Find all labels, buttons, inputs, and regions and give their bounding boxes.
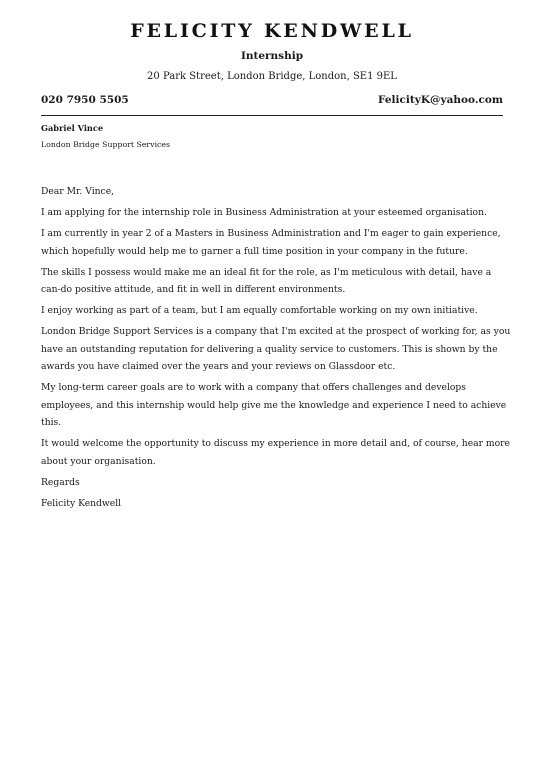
letter-paragraph: The skills I possess would make me an ideal fit for the role, as I'm meticulous with detail, have a can-do positive attitude, and fit in well in different environments. [41, 266, 492, 295]
letter-paragraph: My long-term career goals are to work with a company that offers challenges and develops employees, and this internship would help give me the knowledge and experience I need to achieve this. [41, 382, 507, 428]
letter-body [41, 183, 511, 516]
letter-paragraph: I am applying for the internship role in Business Administration at your esteemed organisation. [41, 207, 487, 218]
applicant-email: FelicityK@yahoo.com [377, 94, 503, 106]
recipient-company: London Bridge Support Services [41, 140, 171, 149]
applicant-phone: 020 7950 5505 [41, 94, 129, 106]
letter-paragraph: London Bridge Support Services is a company that I'm excited at the prospect of working for, as you have an outstanding reputation for delivering a quality service to customers. This is shown by the awards you have claimed over the years and your reviews on Glassdoor etc. [41, 326, 511, 372]
letter-greeting: Dear Mr. Vince, [41, 186, 115, 197]
applicant-address: 20 Park Street, London Bridge, London, SE1 9EL [147, 71, 397, 82]
letter-closing: Regards [41, 476, 80, 488]
letter-paragraph: I enjoy working as part of a team, but I am equally comfortable working on my own initiative. [41, 305, 478, 316]
letter-paragraph: It would welcome the opportunity to discuss my experience in more detail and, of course, hear more about your organisation. [41, 438, 510, 467]
applicant-name: FELICITY KENDWELL [130, 20, 414, 42]
letter-paragraph: I am currently in year 2 of a Masters in Business Administration and I'm eager to gain experience, which hopefully would help me to garner a full time position in your company in the future. [41, 228, 501, 257]
header-divider [41, 115, 503, 116]
position-title: Internship [240, 50, 304, 62]
letter-signature: Felicity Kendwell [41, 497, 122, 509]
recipient-name: Gabriel Vince [41, 123, 104, 133]
